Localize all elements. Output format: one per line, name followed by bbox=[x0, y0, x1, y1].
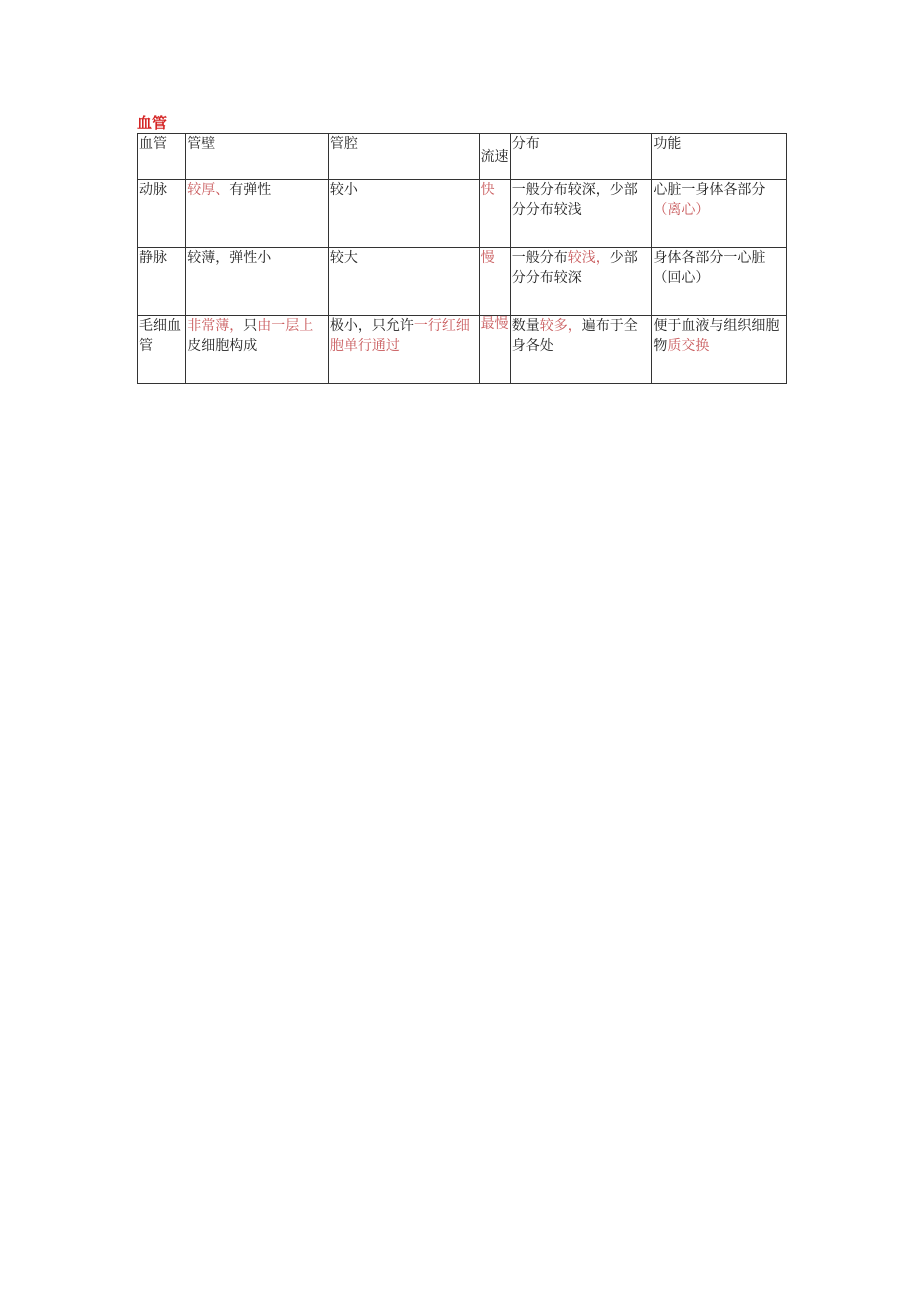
cell-wall bbox=[186, 316, 329, 384]
table-row-capillary bbox=[138, 316, 787, 384]
cell-vessel-name: 毛细血管 bbox=[138, 316, 186, 384]
distribution-text-b: 遍布于全身各处 bbox=[511, 318, 638, 354]
distribution-text-a: 一般分布 bbox=[511, 250, 568, 266]
cell-wall bbox=[186, 180, 329, 248]
header-cell-speed bbox=[479, 134, 510, 180]
cell-lumen: 较小 bbox=[328, 180, 479, 248]
distribution-highlight: 较多， bbox=[539, 318, 582, 334]
function-highlight: （离心） bbox=[653, 202, 710, 218]
cell-distribution bbox=[510, 316, 652, 384]
distribution-highlight: 较浅， bbox=[567, 250, 610, 266]
cell-vessel-name: 动脉 bbox=[138, 180, 186, 248]
header-cell-lumen: 管腔 bbox=[328, 134, 479, 180]
cell-speed: 慢 bbox=[479, 248, 510, 316]
page-title: 血管 bbox=[137, 114, 168, 132]
blood-vessel-table bbox=[137, 133, 787, 384]
header-cell-distribution: 分布 bbox=[510, 134, 652, 180]
wall-text-a: 只 bbox=[243, 318, 258, 334]
cell-distribution: 一般分布较深，少部分分布较浅 bbox=[510, 180, 652, 248]
wall-highlight-2: 由一层上 bbox=[257, 318, 314, 334]
distribution-text-b: 少部分分布较深 bbox=[511, 250, 638, 286]
cell-lumen bbox=[328, 316, 479, 384]
table-header-row bbox=[138, 134, 787, 180]
wall-text: 有弹性 bbox=[229, 182, 272, 198]
function-text: 便于血液与组织细胞物 bbox=[653, 318, 780, 354]
distribution-text-a: 数量 bbox=[511, 318, 540, 334]
cell-speed: 快 bbox=[479, 180, 510, 248]
wall-highlight: 非常薄， bbox=[187, 318, 244, 334]
function-text: 心脏一身体各部分 bbox=[653, 182, 766, 198]
header-cell-wall: 管壁 bbox=[186, 134, 329, 180]
header-cell-function: 功能 bbox=[652, 134, 787, 180]
cell-function bbox=[652, 316, 787, 384]
lumen-text: 极小，只允许 bbox=[329, 318, 414, 334]
header-cell-vessel: 血管 bbox=[138, 134, 186, 180]
function-highlight: 质交换 bbox=[667, 338, 710, 354]
cell-function: 身体各部分一心脏（回心） bbox=[652, 248, 787, 316]
cell-speed bbox=[479, 316, 510, 384]
speed-text: 最慢 bbox=[480, 316, 509, 332]
cell-distribution bbox=[510, 248, 652, 316]
lumen-highlight: 一行红细胞单行通过 bbox=[329, 318, 470, 354]
header-speed-text: 流速 bbox=[480, 149, 509, 165]
wall-text-b: 皮细胞构成 bbox=[187, 338, 258, 354]
cell-lumen: 较大 bbox=[328, 248, 479, 316]
cell-vessel-name: 静脉 bbox=[138, 248, 186, 316]
table-row-artery bbox=[138, 180, 787, 248]
cell-function bbox=[652, 180, 787, 248]
table-row-vein bbox=[138, 248, 787, 316]
wall-highlight: 较厚、 bbox=[187, 182, 230, 198]
cell-wall: 较薄，弹性小 bbox=[186, 248, 329, 316]
